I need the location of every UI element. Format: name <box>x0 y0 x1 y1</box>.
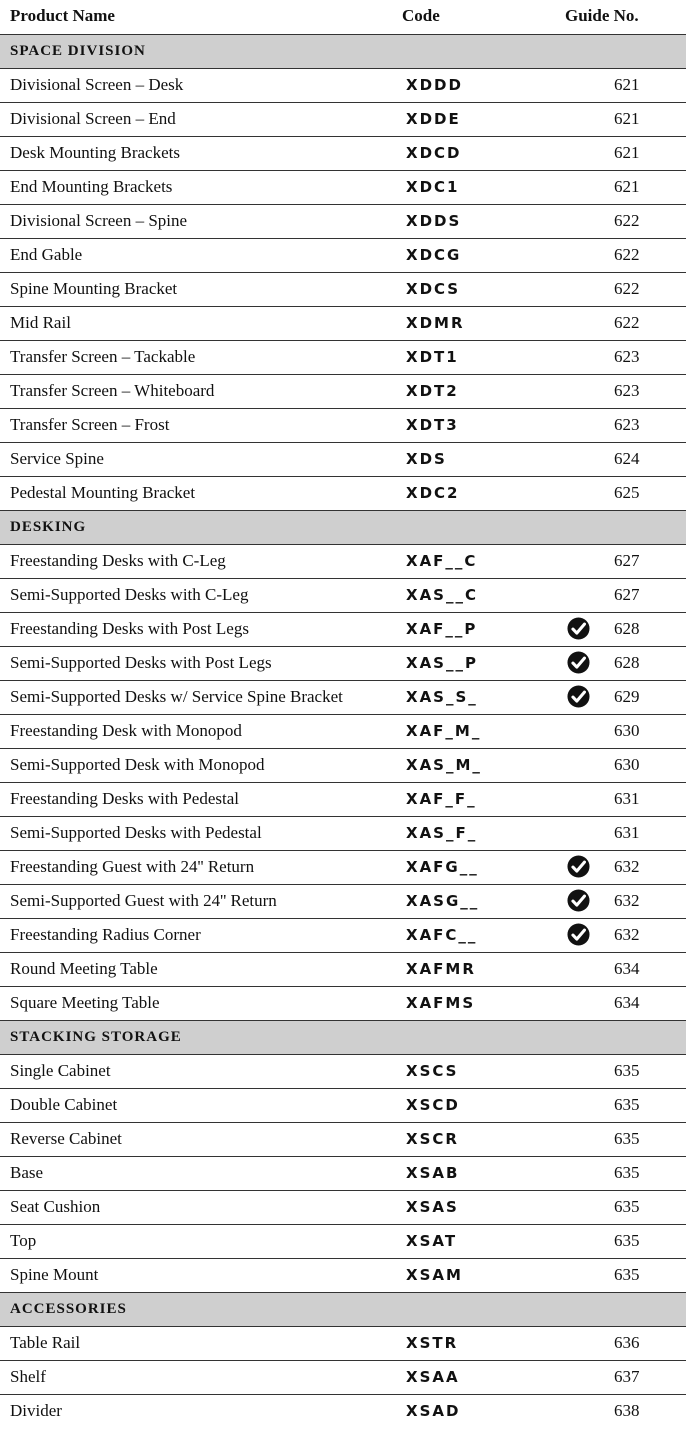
guide-number: 632 <box>614 891 640 910</box>
guide-number: 628 <box>614 653 640 672</box>
table-row <box>0 375 686 409</box>
guide-number: 627 <box>614 585 640 604</box>
product-name: Semi-Supported Desks with Post Legs <box>10 653 272 672</box>
product-name: Pedestal Mounting Bracket <box>10 483 196 502</box>
table-row <box>0 103 686 137</box>
product-code: XAFC__ <box>406 926 478 944</box>
table-row <box>0 1123 686 1157</box>
product-name: Transfer Screen – Frost <box>10 415 170 434</box>
product-name: Freestanding Guest with 24'' Return <box>10 857 255 876</box>
guide-number: 623 <box>614 347 640 366</box>
product-code: XAF__P <box>406 620 478 638</box>
section-title: SPACE DIVISION <box>10 43 146 59</box>
product-code: XSAT <box>406 1232 458 1250</box>
table-row <box>0 817 686 851</box>
product-name: End Gable <box>10 245 83 264</box>
product-code: XSCR <box>406 1130 459 1148</box>
guide-number: 629 <box>614 687 640 706</box>
product-name: Divider <box>10 1401 62 1420</box>
table-row <box>0 613 686 647</box>
product-code: XSAS <box>406 1198 459 1216</box>
product-name: End Mounting Brackets <box>10 177 173 196</box>
guide-number: 632 <box>614 925 640 944</box>
table-row <box>0 749 686 783</box>
product-code: XAFMS <box>406 994 476 1012</box>
product-name: Single Cabinet <box>10 1061 111 1080</box>
guide-number: 635 <box>614 1265 640 1284</box>
checkmark-icon <box>567 685 590 708</box>
product-code: XAF__C <box>406 552 478 570</box>
product-name: Freestanding Desks with Pedestal <box>10 789 239 808</box>
guide-number: 623 <box>614 381 640 400</box>
checkmark-icon <box>567 855 590 878</box>
product-name: Shelf <box>10 1367 46 1386</box>
table-row <box>0 715 686 749</box>
product-name: Round Meeting Table <box>10 959 158 978</box>
product-code: XAS__C <box>406 586 478 604</box>
product-code: XAF_F_ <box>406 790 477 808</box>
product-name: Seat Cushion <box>10 1197 101 1216</box>
table-row <box>0 885 686 919</box>
table-row <box>0 1157 686 1191</box>
product-code: XAS_S_ <box>406 688 478 706</box>
product-name: Freestanding Desks with Post Legs <box>10 619 249 638</box>
table-row <box>0 1259 686 1293</box>
column-header-guide-no: Guide No. <box>565 6 639 25</box>
product-code: XDCS <box>406 280 461 298</box>
product-code: XAS__P <box>406 654 478 672</box>
guide-number: 635 <box>614 1061 640 1080</box>
table-header <box>0 0 686 34</box>
guide-number: 621 <box>614 75 640 94</box>
table-row <box>0 1327 686 1361</box>
product-name: Spine Mounting Bracket <box>10 279 178 298</box>
table-row <box>0 987 686 1021</box>
table-row <box>0 1089 686 1123</box>
guide-number: 634 <box>614 993 640 1012</box>
table-row <box>0 477 686 511</box>
product-name: Semi-Supported Desks w/ Service Spine Bracket <box>10 687 343 706</box>
product-name: Freestanding Radius Corner <box>10 925 201 944</box>
product-name: Divisional Screen – End <box>10 109 176 128</box>
product-code: XDC2 <box>406 484 460 502</box>
table-row <box>0 647 686 681</box>
guide-number: 628 <box>614 619 640 638</box>
column-header-code: Code <box>402 6 440 25</box>
guide-number: 621 <box>614 143 640 162</box>
section-title: DESKING <box>10 519 87 535</box>
table-row <box>0 579 686 613</box>
product-code: XAFG__ <box>406 858 479 876</box>
checkmark-icon <box>567 651 590 674</box>
guide-number: 631 <box>614 789 640 808</box>
table-row <box>0 953 686 987</box>
product-name: Base <box>10 1163 44 1182</box>
section-header <box>0 1021 686 1055</box>
table-row <box>0 307 686 341</box>
guide-number: 630 <box>614 755 640 774</box>
guide-number: 635 <box>614 1129 640 1148</box>
product-name: Freestanding Desk with Monopod <box>10 721 242 740</box>
guide-number: 622 <box>614 245 640 264</box>
product-code: XDT3 <box>406 416 459 434</box>
guide-number: 636 <box>614 1333 640 1352</box>
product-name: Service Spine <box>10 449 104 468</box>
product-code: XSAB <box>406 1164 460 1182</box>
product-name: Divisional Screen – Desk <box>10 75 184 94</box>
product-name: Semi-Supported Desks with Pedestal <box>10 823 262 842</box>
table-row <box>0 409 686 443</box>
product-code: XDDD <box>406 76 463 94</box>
product-name: Desk Mounting Brackets <box>10 143 180 162</box>
guide-number: 627 <box>614 551 640 570</box>
table-row <box>0 239 686 273</box>
product-name: Table Rail <box>10 1333 81 1352</box>
section-header <box>0 35 686 69</box>
guide-number: 635 <box>614 1197 640 1216</box>
section-title: ACCESSORIES <box>10 1301 127 1317</box>
product-code: XDT1 <box>406 348 459 366</box>
guide-number: 638 <box>614 1401 640 1420</box>
table-row <box>0 341 686 375</box>
table-row <box>0 783 686 817</box>
product-name: Spine Mount <box>10 1265 99 1284</box>
table-row <box>0 545 686 579</box>
guide-number: 621 <box>614 177 640 196</box>
product-code: XSTR <box>406 1334 459 1352</box>
table-row <box>0 1055 686 1089</box>
guide-number: 635 <box>614 1163 640 1182</box>
product-code: XAS_F_ <box>406 824 478 842</box>
guide-number: 622 <box>614 313 640 332</box>
product-code: XDCD <box>406 144 462 162</box>
table-row <box>0 1225 686 1259</box>
table-row <box>0 443 686 477</box>
table-row <box>0 1191 686 1225</box>
table-row <box>0 171 686 205</box>
product-name: Mid Rail <box>10 313 71 332</box>
table-row <box>0 205 686 239</box>
section-header <box>0 1293 686 1327</box>
product-name: Semi-Supported Desks with C-Leg <box>10 585 249 604</box>
product-code: XASG__ <box>406 892 480 910</box>
guide-number: 625 <box>614 483 640 502</box>
product-code: XAS_M_ <box>406 756 482 774</box>
product-code: XSAM <box>406 1266 463 1284</box>
column-header-product-name: Product Name <box>10 6 115 25</box>
product-name: Reverse Cabinet <box>10 1129 122 1148</box>
guide-number: 637 <box>614 1367 640 1386</box>
section-title: STACKING STORAGE <box>10 1029 182 1045</box>
product-code: XSCS <box>406 1062 459 1080</box>
product-code: XAFMR <box>406 960 476 978</box>
table-row <box>0 681 686 715</box>
table-row <box>0 137 686 171</box>
table-row <box>0 851 686 885</box>
product-table <box>0 34 686 1428</box>
product-name: Transfer Screen – Tackable <box>10 347 196 366</box>
table-row <box>0 1395 686 1428</box>
product-code: XDCG <box>406 246 462 264</box>
guide-number: 623 <box>614 415 640 434</box>
product-code: XDDS <box>406 212 462 230</box>
guide-number: 622 <box>614 279 640 298</box>
product-code: XDMR <box>406 314 465 332</box>
table-row <box>0 273 686 307</box>
product-code: XDT2 <box>406 382 459 400</box>
checkmark-icon <box>567 889 590 912</box>
guide-number: 622 <box>614 211 640 230</box>
product-code: XAF_M_ <box>406 722 482 740</box>
table-row <box>0 919 686 953</box>
guide-number: 635 <box>614 1095 640 1114</box>
product-name: Freestanding Desks with C-Leg <box>10 551 226 570</box>
guide-number: 632 <box>614 857 640 876</box>
product-name: Transfer Screen – Whiteboard <box>10 381 215 400</box>
guide-number: 635 <box>614 1231 640 1250</box>
table-row <box>0 69 686 103</box>
product-code: XSAD <box>406 1402 461 1420</box>
checkmark-icon <box>567 617 590 640</box>
product-code: XSCD <box>406 1096 460 1114</box>
product-name: Semi-Supported Desk with Monopod <box>10 755 265 774</box>
guide-number: 634 <box>614 959 640 978</box>
product-name: Double Cabinet <box>10 1095 118 1114</box>
product-name: Semi-Supported Guest with 24'' Return <box>10 891 277 910</box>
product-code: XSAA <box>406 1368 460 1386</box>
guide-number: 624 <box>614 449 640 468</box>
guide-number: 631 <box>614 823 640 842</box>
product-code: XDDE <box>406 110 461 128</box>
section-header <box>0 511 686 545</box>
checkmark-icon <box>567 923 590 946</box>
table-row <box>0 1361 686 1395</box>
guide-number: 621 <box>614 109 640 128</box>
product-code: XDS <box>406 450 447 468</box>
product-name: Top <box>10 1231 37 1250</box>
product-name: Divisional Screen – Spine <box>10 211 188 230</box>
product-name: Square Meeting Table <box>10 993 160 1012</box>
guide-number: 630 <box>614 721 640 740</box>
product-code: XDC1 <box>406 178 460 196</box>
